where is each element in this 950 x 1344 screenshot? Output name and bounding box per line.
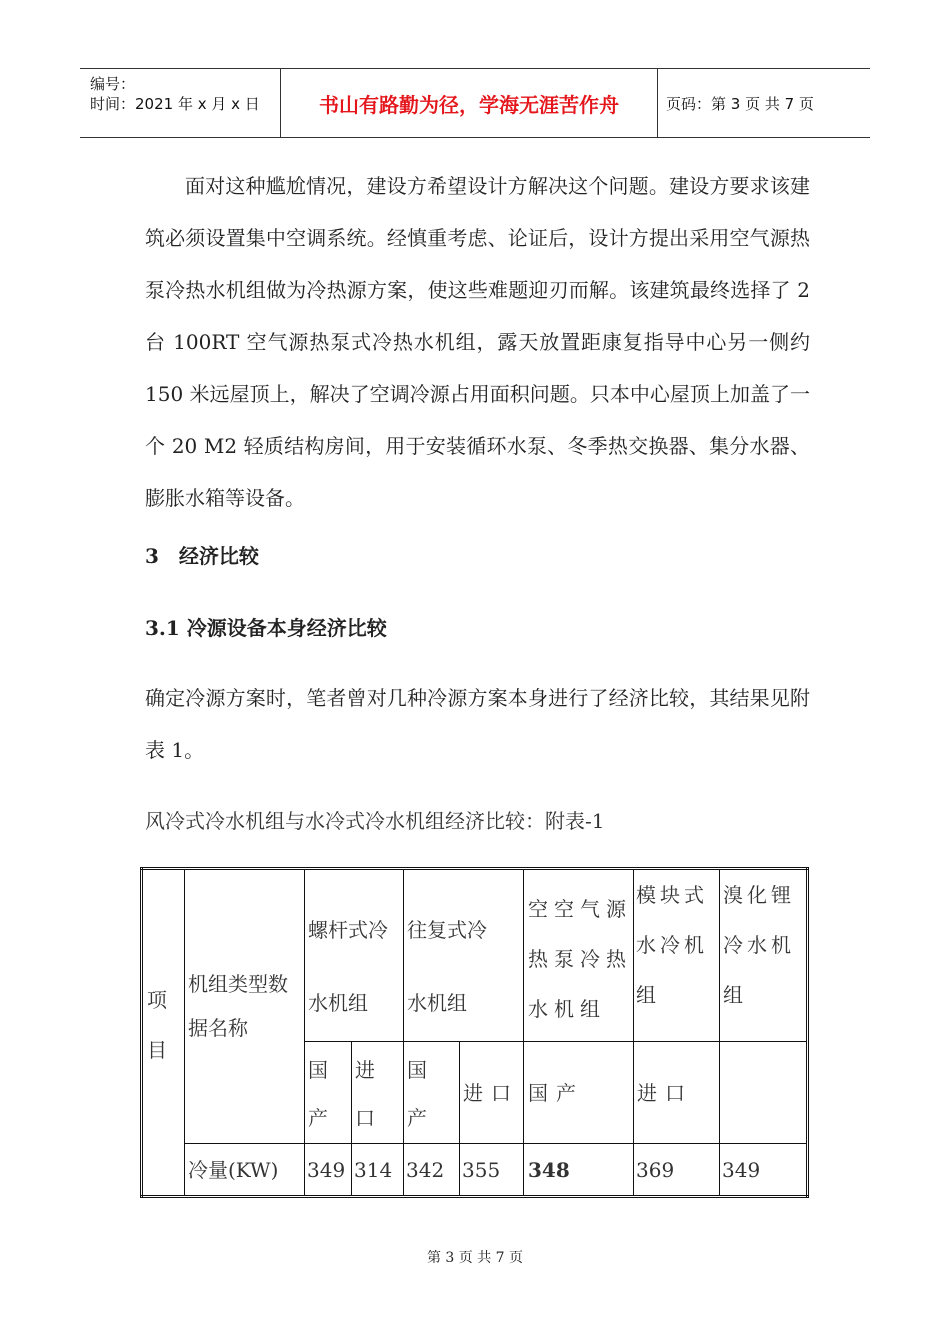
table-cell (351, 1143, 404, 1195)
table-cell (459, 1143, 524, 1195)
table-cell-value: 348 (528, 1158, 570, 1182)
table-col-module: 模块式水冷机组 (636, 883, 708, 1007)
table-sub-label: 国产 (528, 1081, 584, 1105)
table-cell-value: 314 (354, 1158, 393, 1182)
header-time: 时间：2021 年 x 月 x 日 (90, 95, 260, 113)
table-sub-cell (633, 1041, 720, 1144)
paragraph-solution: 面对这种尴尬情况，建设方希望设计方解决这个问题。建设方要求该建筑必须设置集中空调系统。经慎重考虑、论证后，设计方提出采用空气源热泵冷热水机组做为冷热源方案，使这些难题迎刃而解。该建筑最终选择了 2 台 100RT 空气源热泵式冷热水机组，露天放置距康复指导中心另一侧约 150 米远屋顶上，解决了空调冷源占用面积问题。只本中心屋顶上加盖了一个 20 M2 轻质结构房间，用于安装循环水泵、冬季热交换器、集分水器、膨胀水箱等设备。 (145, 174, 810, 510)
table-cell (523, 1143, 634, 1195)
table-cell-value: 349 (307, 1158, 346, 1182)
table-col-air: 空空气源热泵冷热水机组 (528, 897, 632, 1021)
table-sub-cell (351, 1041, 404, 1144)
table-item-header-cell (143, 870, 185, 1195)
table-col-recip: 往复式冷水机组 (407, 918, 487, 1015)
table-sub-label: 国产 (308, 1058, 328, 1130)
section-heading-3-1: 3.1 冷源设备本身经济比较 (145, 616, 387, 640)
table-caption: 风冷式冷水机组与水冷式冷水机组经济比较：附表-1 (145, 809, 605, 833)
table-type-header: 机组类型数据名称 (188, 972, 288, 1040)
table-col-libr: 溴化锂冷水机组 (723, 883, 795, 1007)
table-item-header: 项目 (147, 988, 167, 1062)
paragraph-comparison: 确定冷源方案时，笔者曾对几种冷源方案本身进行了经济比较，其结果见附表 1。 (145, 686, 810, 762)
header-meta (80, 69, 281, 137)
table-sub-cell (719, 1041, 807, 1144)
table-cell-value: 342 (406, 1158, 445, 1182)
table-type-header-cell (184, 870, 305, 1144)
table-col-air-cell (523, 870, 634, 1042)
table-sub-label: 进口 (463, 1081, 519, 1105)
table-col-screw: 螺杆式冷水机组 (308, 918, 388, 1015)
table-border-bottom (140, 1195, 809, 1198)
header-number: 编号： (90, 75, 136, 93)
table-cell (304, 1143, 352, 1195)
header-page-info: 页码：第 3 页 共 7 页 (666, 94, 814, 113)
table-sub-label: 进口 (637, 1081, 693, 1105)
table-col-recip-cell (403, 870, 524, 1042)
table-sub-cell (304, 1041, 352, 1144)
table-col-screw-cell (304, 870, 404, 1042)
table-cell-value: 349 (722, 1158, 761, 1182)
table-col-module-cell (633, 870, 720, 1042)
table-sub-label: 国产 (407, 1058, 427, 1130)
table-row-label: 冷量(KW) (188, 1158, 279, 1182)
table-col-libr-cell (719, 870, 807, 1042)
table-sub-label: 进口 (355, 1058, 375, 1130)
table-cell-value: 369 (636, 1158, 675, 1182)
table-sub-cell (403, 1041, 460, 1144)
table-cell-value: 355 (462, 1158, 501, 1182)
table-row-label-cell (184, 1143, 305, 1195)
table-sub-cell (523, 1041, 634, 1144)
page-header (80, 68, 870, 138)
header-motto: 书山有路勤为径，学海无涯苦作舟 (281, 69, 658, 137)
table-cell (633, 1143, 720, 1195)
page-footer: 第 3 页 共 7 页 (426, 1250, 524, 1266)
section-heading-3: 3 经济比较 (145, 544, 259, 568)
table-cell (719, 1143, 807, 1195)
table-sub-cell (459, 1041, 524, 1144)
table-cell (403, 1143, 460, 1195)
